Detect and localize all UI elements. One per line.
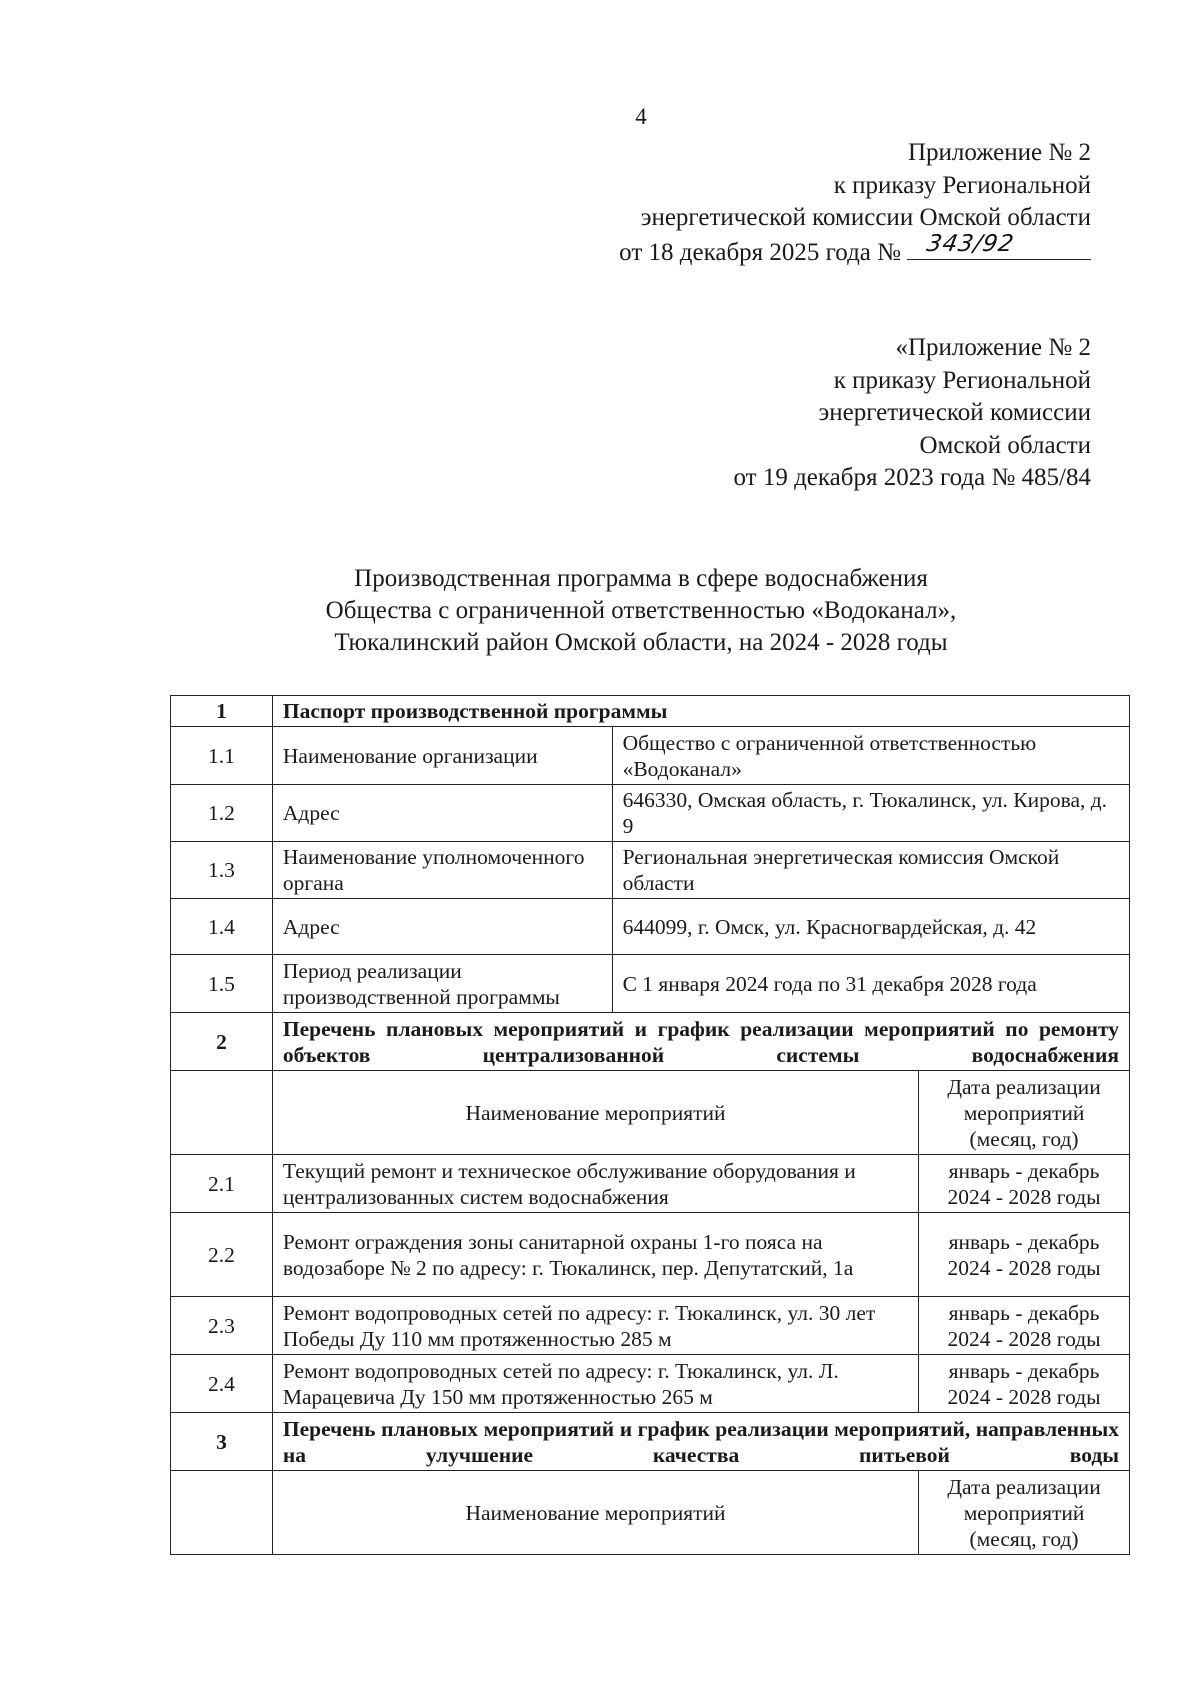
program-table xyxy=(170,695,1130,1555)
row-value: 646330, Омская область, г. Тюкалинск, ул. Кирова, д. 9 xyxy=(612,785,1129,842)
order-number-field xyxy=(907,231,1091,260)
program-title-line: Тюкалинский район Омской области, на 2024 - 2028 годы xyxy=(334,629,948,656)
row-label: Адрес xyxy=(272,785,612,842)
event-row xyxy=(171,1155,1130,1213)
row-label: Период реализации производственной программы xyxy=(272,955,612,1013)
event-name: Ремонт водопроводных сетей по адресу: г. Тюкалинск, ул. Л. Марацевича Ду 150 мм протяженностью 265 м xyxy=(272,1355,918,1413)
section-title: Паспорт производственной программы xyxy=(272,696,1129,727)
row-number: 1.2 xyxy=(171,785,273,842)
empty-cell xyxy=(171,1071,273,1155)
prior-appendix-line: «Приложение № 2 xyxy=(895,334,1091,361)
column-header-row xyxy=(171,1071,1130,1155)
column-header-event: Наименование мероприятий xyxy=(272,1471,918,1555)
row-number: 1.5 xyxy=(171,955,273,1013)
row-number: 1.3 xyxy=(171,842,273,899)
page-number: 4 xyxy=(635,104,647,129)
event-date: январь - декабрь 2024 - 2028 годы xyxy=(919,1355,1130,1413)
row-value: Региональная энергетическая комиссия Омской области xyxy=(612,842,1129,899)
section-header-row xyxy=(171,1013,1130,1071)
passport-row xyxy=(171,842,1130,899)
handwritten-order-number: 343/92 xyxy=(924,231,1017,257)
section-header-row xyxy=(171,696,1130,727)
row-number: 2.3 xyxy=(171,1297,273,1355)
section-title: Перечень плановых мероприятий и график реализации мероприятий, направленных на улучшение качества питьевой воды xyxy=(272,1413,1129,1471)
row-value: 644099, г. Омск, ул. Красногвардейская, д. 42 xyxy=(612,899,1129,955)
order-line xyxy=(619,231,1091,270)
row-label: Наименование организации xyxy=(272,727,612,785)
section-number: 1 xyxy=(171,696,273,727)
passport-row xyxy=(171,955,1130,1013)
event-row xyxy=(171,1355,1130,1413)
event-row xyxy=(171,1297,1130,1355)
appendix-line: к приказу Региональной xyxy=(833,171,1091,199)
appendix-line: энергетической комиссии Омской области xyxy=(640,204,1091,231)
order-date: от 18 декабря 2025 года № xyxy=(619,238,901,266)
row-label: Адрес xyxy=(272,899,612,955)
row-number: 2.2 xyxy=(171,1213,273,1297)
column-header-date: Дата реализации мероприятий (месяц, год) xyxy=(919,1471,1130,1555)
column-header-date: Дата реализации мероприятий (месяц, год) xyxy=(919,1071,1130,1155)
row-number: 2.1 xyxy=(171,1155,273,1213)
passport-row xyxy=(171,727,1130,785)
event-name: Ремонт водопроводных сетей по адресу: г. Тюкалинск, ул. 30 лет Победы Ду 110 мм протяженностью 285 м xyxy=(272,1297,918,1355)
passport-row xyxy=(171,785,1130,842)
column-header-event: Наименование мероприятий xyxy=(272,1071,918,1155)
row-value: Общество с ограниченной ответственностью «Водоканал» xyxy=(612,727,1129,785)
prior-appendix-line: к приказу Региональной xyxy=(833,366,1091,394)
section-title: Перечень плановых мероприятий и график реализации мероприятий по ремонту объектов централизованной системы водоснабжения xyxy=(272,1013,1129,1071)
row-number: 2.4 xyxy=(171,1355,273,1413)
event-date: январь - декабрь 2024 - 2028 годы xyxy=(919,1297,1130,1355)
row-number: 1.4 xyxy=(171,899,273,955)
prior-appendix-line: энергетической комиссии xyxy=(818,399,1091,426)
row-label: Наименование уполномоченного органа xyxy=(272,842,612,899)
event-date: январь - декабрь 2024 - 2028 годы xyxy=(919,1213,1130,1297)
row-number: 1.1 xyxy=(171,727,273,785)
program-title-line: Производственная программа в сфере водоснабжения xyxy=(354,565,928,592)
event-name: Ремонт ограждения зоны санитарной охраны 1-го пояса на водозаборе № 2 по адресу: г. Тюкалинск, пер. Депутатский, 1а xyxy=(272,1213,918,1297)
section-header-row xyxy=(171,1413,1130,1471)
event-date: январь - декабрь 2024 - 2028 годы xyxy=(919,1155,1130,1213)
program-title xyxy=(0,563,1200,659)
empty-cell xyxy=(171,1471,273,1555)
row-value: С 1 января 2024 года по 31 декабря 2028 года xyxy=(612,955,1129,1013)
section-number: 3 xyxy=(171,1413,273,1471)
column-header-row xyxy=(171,1471,1130,1555)
prior-appendix-header xyxy=(733,332,1091,495)
prior-appendix-line: Омской области xyxy=(919,431,1091,459)
passport-row xyxy=(171,899,1130,955)
event-name: Текущий ремонт и техническое обслуживание оборудования и централизованных систем водоснабжения xyxy=(272,1155,918,1213)
appendix-header xyxy=(619,137,1091,269)
section-number: 2 xyxy=(171,1013,273,1071)
prior-appendix-line: от 19 декабря 2023 года № 485/84 xyxy=(733,464,1091,491)
appendix-line: Приложение № 2 xyxy=(907,139,1091,166)
event-row xyxy=(171,1213,1130,1297)
program-title-line: Общества с ограниченной ответственностью «Водоканал», xyxy=(325,597,957,624)
